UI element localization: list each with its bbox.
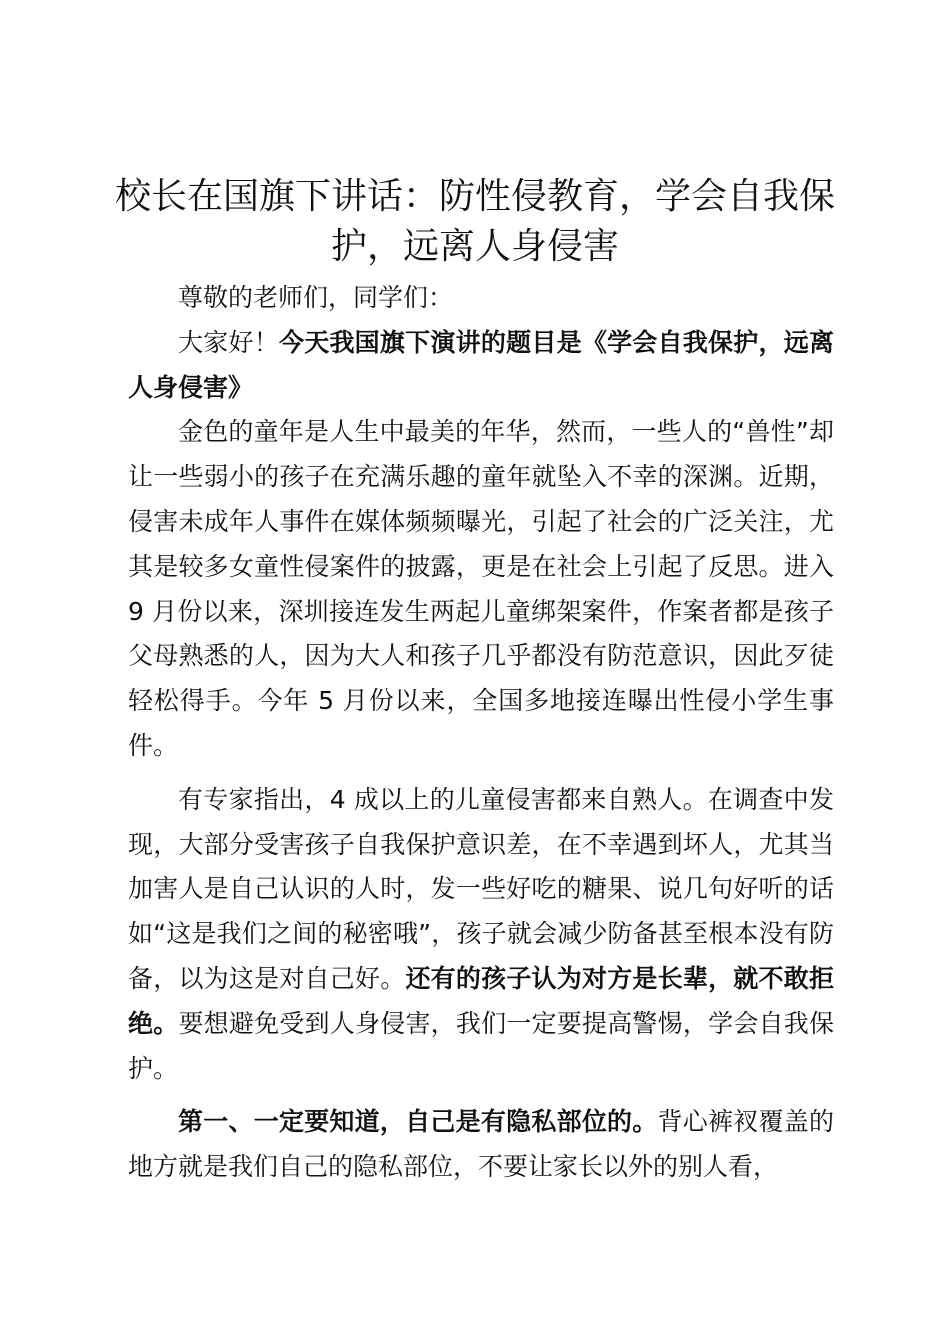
document-title: 校长在国旗下讲话：防性侵教育，学会自我保护，远离人身侵害 [114, 176, 835, 267]
background-text: 金色的童年是人生中最美的年华，然而，一些人的“兽性”却让一些弱小的孩子在充满乐趣的童年就坠入不幸的深渊。近期，侵害未成年人事件在媒体频频曝光，引起了社会的广泛关注，尤其是较多女童性侵案件的披露，更是在社会上引起了反思。进入 9 月份以来，深圳接连发生两起儿童绑架案件，作案者都是孩子父母熟悉的人，因为大人和孩子几乎都没有防范意识，因此歹徒轻松得手。今年 5 月份以来，全国多地接连曝出性侵小学生事件。 [128, 417, 834, 760]
intro-text: 大家好！ [178, 327, 279, 357]
point-one-text: 背心裤衩覆盖的地方就是我们自己的隐私部位，不要让家长以外的别人看， [128, 1107, 834, 1182]
paragraph-point-one [128, 1100, 834, 1190]
expert-text: 有专家指出，4 成以上的儿童侵害都来自熟人。在调查中发现，大部分受害孩子自我保护意识差，在不幸遇到坏人，尤其当加害人是自己认识的人时，发一些好吃的糖果、说几句好听的话如“这是我们之间的秘密哦”，孩子就会减少防备甚至根本没有防备，以为这是对自己好。 [128, 784, 834, 993]
speech-topic: 今天我国旗下演讲的题目是《学会自我保护，远离人身侵害》 [128, 327, 834, 402]
paragraph-intro [128, 321, 834, 411]
paragraph-expert [128, 778, 834, 1092]
document-body [128, 276, 834, 1190]
point-one-heading: 第一、一定要知道，自己是有隐私部位的。 [178, 1107, 658, 1137]
greeting-text: 尊敬的老师们，同学们： [178, 283, 454, 312]
paragraph-greeting [128, 276, 834, 321]
expert-conclusion: 要想避免受到人身侵害，我们一定要提高警惕，学会自我保护。 [128, 1008, 834, 1083]
paragraph-background [128, 410, 834, 768]
expert-emphasis: 还有的孩子认为对方是长辈，就不敢拒绝。 [128, 963, 834, 1038]
